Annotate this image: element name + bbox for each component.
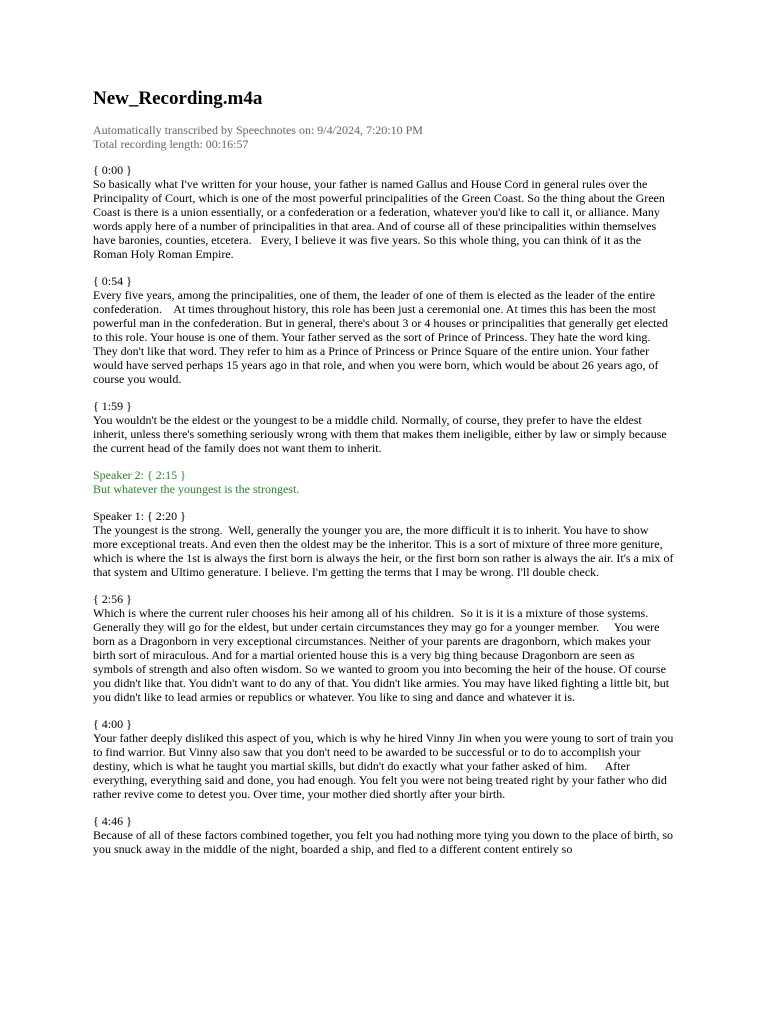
recording-length: Total recording length: 00:16:57 bbox=[93, 137, 249, 151]
transcript-segment bbox=[93, 399, 675, 455]
segment-timestamp: { 4:00 } bbox=[93, 717, 132, 731]
segment-timestamp: { 4:46 } bbox=[93, 814, 132, 828]
transcript-segment bbox=[93, 163, 675, 261]
segment-text: Your father deeply disliked this aspect of you, which is why he hired Vinny Jin when you were young to sort of train you to find warrior. But Vinny also saw that you don't need to be awarded to be successful or to do to accomplish your destiny, which is what he taught you martial skills, but didn't do exactly what your father asked of him. After everything, everything said and done, you had enough. You felt you were not being treated right by your father who did rather revive come to detest you. Over time, your mother died shortly after your birth. bbox=[93, 731, 677, 801]
segment-text: You wouldn't be the eldest or the youngest to be a middle child. Normally, of course, they prefer to have the eldest inherit, unless there's something seriously wrong with them that makes them ineligible, either by law or simply because the current head of the family does not want them to inherit. bbox=[93, 413, 670, 455]
segment-text: Which is where the current ruler chooses his heir among all of his children. So it is it is a mixture of those systems. Generally they will go for the eldest, but under certain circumstances they may go for a younger member. You were born as a Dragonborn in very exceptional circumstances. Neither of your parents are dragonborn, which makes your birth sort of miraculous. And for a martial oriented house this is a very big thing because Dragonborn are seen as symbols of strength and also often wisdom. So we wanted to groom you into becoming the heir of the house. Of course you didn't like that. You didn't want to do any of that. You didn't like armies. You may have liked fighting a little bit, but you didn't like to lead armies or republics or whatever. You like to sing and dance and whatever it is. bbox=[93, 606, 673, 704]
segment-timestamp: { 0:54 } bbox=[93, 274, 132, 288]
segment-text: But whatever the youngest is the strongest. bbox=[93, 482, 300, 496]
segment-text: Every five years, among the principalities, one of them, the leader of one of them is elected as the leader of the entire confederation. At times throughout history, this role has been just a ceremonial one. At times this has been the most powerful man in the confederation. But in general, there's about 3 or 4 houses or principalities that generally get elected to this role. Your house is one of them. Your father served as the sort of Prince of Princess. They hate the word king. They don't like that word. They refer to him as a Prince of Princess or Prince Square of the entire union. Your father would have served perhaps 15 years ago in that role, and when you were born, which would be about 26 years ago, of course you would. bbox=[93, 288, 671, 386]
transcript-segment bbox=[93, 814, 675, 856]
segment-speaker-timestamp: Speaker 2: { 2:15 } bbox=[93, 468, 186, 482]
document-title: New_Recording.m4a bbox=[93, 88, 263, 109]
transcript-metadata bbox=[93, 123, 675, 151]
segment-timestamp: { 2:56 } bbox=[93, 592, 132, 606]
segment-text: So basically what I've written for your house, your father is named Gallus and House Cord in general rules over the Principality of Court, which is one of the most powerful principalities of the Green Coast. So the thing about the Green Coast is there is a union essentially, or a confederation or a federation, whatever you'd like to call it, or alliance. Many words apply here of a number of principalities in that area. And of course all of these principalities within themselves have baronies, counties, etcetera. Every, I believe it was five years. So this whole thing, you can think of it as the Roman Holy Roman Empire. bbox=[93, 177, 668, 261]
segment-text: Because of all of these factors combined together, you felt you had nothing more tying you down to the place of birth, so you snuck away in the middle of the night, boarded a ship, and fled to a different content entirely so bbox=[93, 828, 677, 856]
transcript-segment-speaker2 bbox=[93, 468, 675, 496]
transcription-info: Automatically transcribed by Speechnotes on: 9/4/2024, 7:20:10 PM bbox=[93, 123, 423, 137]
transcript-segment bbox=[93, 509, 675, 579]
transcript-segment bbox=[93, 274, 675, 386]
segment-speaker-timestamp: Speaker 1: { 2:20 } bbox=[93, 509, 186, 523]
segment-text: The youngest is the strong. Well, generally the younger you are, the more difficult it is to inherit. You have to show more exceptional treats. And even then the oldest may be the inheritor. This is a sort of mixture of three more geniture, which is where the 1st is always the first born is always the heir, or the first born son rather is always the air. It's a mix of that system and Ultimo generature. I believe. I'm getting the terms that I may be wrong. I'll double check. bbox=[93, 523, 677, 579]
transcript-segment bbox=[93, 717, 675, 801]
transcript-segment bbox=[93, 592, 675, 704]
transcript-content bbox=[93, 87, 675, 869]
segment-timestamp: { 0:00 } bbox=[93, 163, 132, 177]
segment-timestamp: { 1:59 } bbox=[93, 399, 132, 413]
